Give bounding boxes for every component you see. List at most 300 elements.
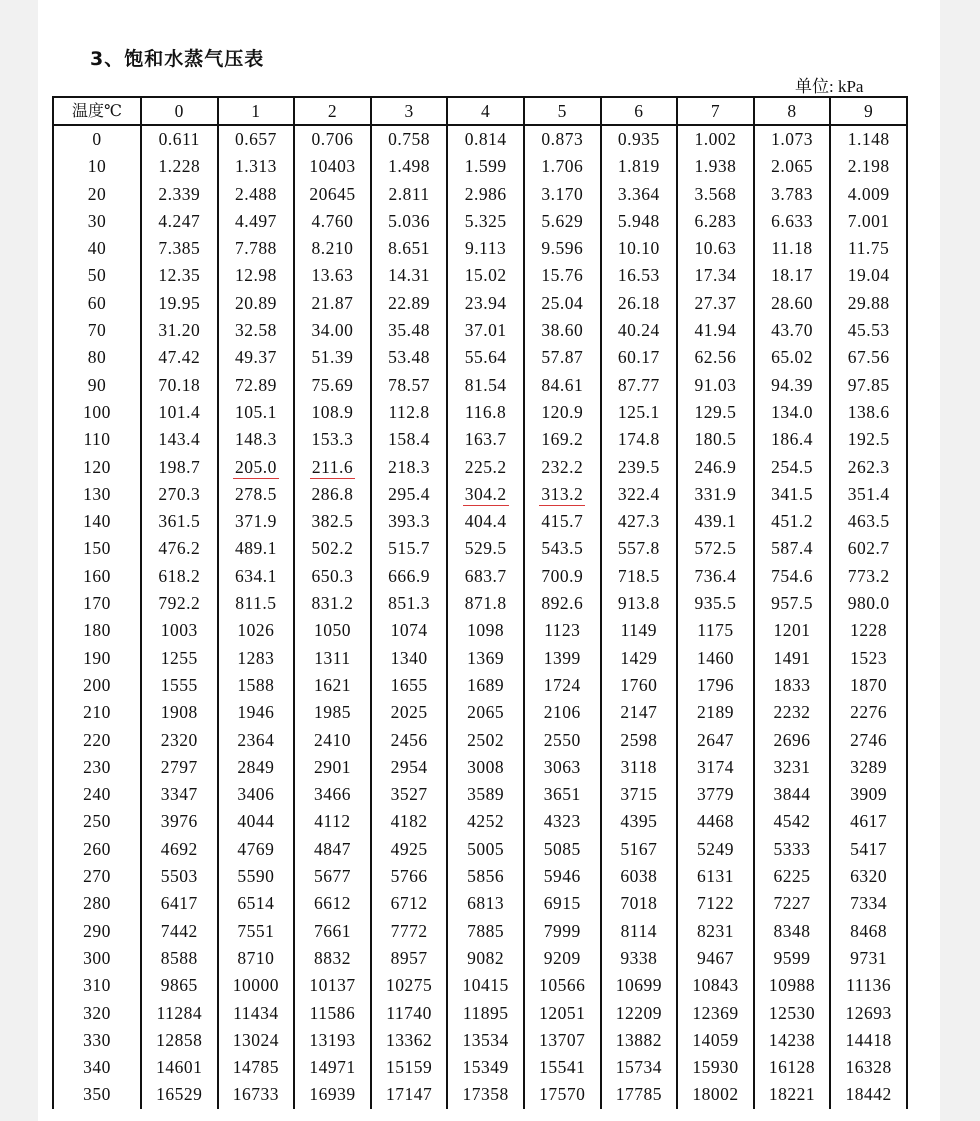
temperature-cell: 230 [53,754,141,781]
unit-label: 单位: kPa [795,77,864,96]
pressure-cell: 13.63 [294,262,371,289]
pressure-cell: 331.9 [677,481,754,508]
pressure-cell: 2598 [601,727,678,754]
pressure-cell: 1.002 [677,125,754,153]
pressure-cell: 557.8 [601,535,678,562]
pressure-cell: 19.04 [830,262,907,289]
pressure-cell: 1074 [371,617,448,644]
pressure-cell: 8.210 [294,235,371,262]
table-row [53,454,907,481]
temperature-cell: 90 [53,372,141,399]
header-col-1: 1 [218,97,295,125]
pressure-cell: 2065 [447,699,524,726]
pressure-cell: 2901 [294,754,371,781]
pressure-cell: 892.6 [524,590,601,617]
pressure-cell: 2.811 [371,181,448,208]
table-row [53,372,907,399]
pressure-cell: 11895 [447,1000,524,1027]
pressure-cell: 718.5 [601,563,678,590]
pressure-cell: 62.56 [677,344,754,371]
pressure-cell: 4112 [294,808,371,835]
table-row [53,945,907,972]
pressure-cell: 12.98 [218,262,295,289]
pressure-cell: 4847 [294,836,371,863]
pressure-cell: 14418 [830,1027,907,1054]
pressure-cell: 10566 [524,972,601,999]
pressure-cell: 286.8 [294,481,371,508]
temperature-cell: 0 [53,125,141,153]
pressure-cell: 683.7 [447,563,524,590]
vapor-pressure-table [52,96,908,1109]
pressure-cell: 143.4 [141,426,218,453]
pressure-cell: 15541 [524,1054,601,1081]
table-row [53,1000,907,1027]
pressure-cell: 11434 [218,1000,295,1027]
pressure-cell: 14059 [677,1027,754,1054]
pressure-cell: 4542 [754,808,831,835]
temperature-cell: 330 [53,1027,141,1054]
pressure-cell: 7.385 [141,235,218,262]
pressure-cell: 1.148 [830,125,907,153]
underlined-value: 313.2 [541,483,584,504]
pressure-cell: 1050 [294,617,371,644]
pressure-cell: 15.76 [524,262,601,289]
temperature-cell: 250 [53,808,141,835]
temperature-cell: 290 [53,918,141,945]
pressure-cell: 451.2 [754,508,831,535]
pressure-cell: 186.4 [754,426,831,453]
pressure-cell: 57.87 [524,344,601,371]
pressure-cell: 49.37 [218,344,295,371]
header-col-7: 7 [677,97,754,125]
pressure-cell: 792.2 [141,590,218,617]
temperature-cell: 160 [53,563,141,590]
table-row [53,699,907,726]
pressure-cell: 11284 [141,1000,218,1027]
pressure-cell: 2746 [830,727,907,754]
pressure-cell: 47.42 [141,344,218,371]
pressure-cell: 12858 [141,1027,218,1054]
temperature-cell: 10 [53,153,141,180]
pressure-cell: 18442 [830,1081,907,1108]
pressure-cell: 10275 [371,972,448,999]
pressure-cell: 1908 [141,699,218,726]
pressure-cell: 1621 [294,672,371,699]
pressure-cell: 5503 [141,863,218,890]
temperature-cell: 240 [53,781,141,808]
table-row [53,262,907,289]
pressure-cell: 351.4 [830,481,907,508]
pressure-cell: 8468 [830,918,907,945]
table-row [53,808,907,835]
pressure-cell: 5417 [830,836,907,863]
pressure-cell: 81.54 [447,372,524,399]
pressure-cell: 6417 [141,890,218,917]
pressure-cell: 174.8 [601,426,678,453]
pressure-cell: 935.5 [677,590,754,617]
pressure-cell: 3651 [524,781,601,808]
pressure-cell: 72.89 [218,372,295,399]
pressure-cell: 3118 [601,754,678,781]
pressure-cell: 192.5 [830,426,907,453]
pressure-cell: 980.0 [830,590,907,617]
pressure-cell: 12051 [524,1000,601,1027]
pressure-cell: 587.4 [754,535,831,562]
pressure-cell: 112.8 [371,399,448,426]
pressure-cell: 831.2 [294,590,371,617]
pressure-cell: 8588 [141,945,218,972]
pressure-cell: 957.5 [754,590,831,617]
table-row [53,1027,907,1054]
pressure-cell: 415.7 [524,508,601,535]
table-row [53,754,907,781]
pressure-cell: 16529 [141,1081,218,1108]
pressure-cell: 2.986 [447,181,524,208]
pressure-cell: 476.2 [141,535,218,562]
pressure-cell: 1399 [524,645,601,672]
pressure-cell: 10415 [447,972,524,999]
pressure-cell: 65.02 [754,344,831,371]
pressure-cell: 700.9 [524,563,601,590]
pressure-cell: 4925 [371,836,448,863]
pressure-cell: 7999 [524,918,601,945]
pressure-cell: 180.5 [677,426,754,453]
pressure-cell: 12693 [830,1000,907,1027]
pressure-cell: 3779 [677,781,754,808]
pressure-cell: 404.4 [447,508,524,535]
pressure-cell: 6712 [371,890,448,917]
pressure-cell: 2.488 [218,181,295,208]
table-header [53,97,907,125]
pressure-cell: 8114 [601,918,678,945]
pressure-cell: 2.198 [830,153,907,180]
table-row [53,1081,907,1108]
pressure-cell: 7885 [447,918,524,945]
pressure-cell: 13193 [294,1027,371,1054]
pressure-cell: 45.53 [830,317,907,344]
pressure-cell: 8957 [371,945,448,972]
pressure-cell: 10000 [218,972,295,999]
pressure-cell: 1175 [677,617,754,644]
pressure-cell: 60.17 [601,344,678,371]
pressure-cell: 1429 [601,645,678,672]
pressure-cell: 7551 [218,918,295,945]
pressure-cell: 138.6 [830,399,907,426]
pressure-cell: 7227 [754,890,831,917]
temperature-cell: 180 [53,617,141,644]
pressure-cell: 4692 [141,836,218,863]
pressure-cell: 1946 [218,699,295,726]
pressure-cell: 1098 [447,617,524,644]
pressure-cell: 529.5 [447,535,524,562]
pressure-cell: 18221 [754,1081,831,1108]
pressure-cell: 7442 [141,918,218,945]
pressure-cell: 3008 [447,754,524,781]
pressure-cell: 1255 [141,645,218,672]
temperature-cell: 320 [53,1000,141,1027]
pressure-cell: 4.247 [141,208,218,235]
pressure-cell: 602.7 [830,535,907,562]
temperature-cell: 40 [53,235,141,262]
table-row [53,645,907,672]
temperature-cell: 200 [53,672,141,699]
pressure-cell: 851.3 [371,590,448,617]
pressure-cell: 169.2 [524,426,601,453]
pressure-cell: 1201 [754,617,831,644]
pressure-cell: 1491 [754,645,831,672]
pressure-cell: 3289 [830,754,907,781]
pressure-cell: 18.17 [754,262,831,289]
pressure-cell: 3231 [754,754,831,781]
pressure-cell: 23.94 [447,290,524,317]
temperature-cell: 70 [53,317,141,344]
table-row [53,508,907,535]
temperature-cell: 210 [53,699,141,726]
pressure-cell: 382.5 [294,508,371,535]
table-row [53,918,907,945]
pressure-cell: 1283 [218,645,295,672]
pressure-cell: 1003 [141,617,218,644]
pressure-cell: 489.1 [218,535,295,562]
pressure-cell: 1760 [601,672,678,699]
temperature-cell: 50 [53,262,141,289]
pressure-cell: 2696 [754,727,831,754]
pressure-cell: 270.3 [141,481,218,508]
header-col-5: 5 [524,97,601,125]
pressure-cell: 2954 [371,754,448,781]
pressure-cell: 5677 [294,863,371,890]
pressure-cell: 2025 [371,699,448,726]
table-row [53,290,907,317]
pressure-cell: 38.60 [524,317,601,344]
table-row [53,153,907,180]
table-row [53,235,907,262]
pressure-cell: 393.3 [371,508,448,535]
pressure-cell: 2502 [447,727,524,754]
pressure-cell: 9082 [447,945,524,972]
temperature-cell: 300 [53,945,141,972]
pressure-cell: 4182 [371,808,448,835]
pressure-cell: 262.3 [830,454,907,481]
pressure-cell: 97.85 [830,372,907,399]
pressure-cell: 31.20 [141,317,218,344]
pressure-cell: 9338 [601,945,678,972]
pressure-cell: 3909 [830,781,907,808]
pressure-cell: 0.657 [218,125,295,153]
pressure-cell: 20.89 [218,290,295,317]
pressure-cell: 1026 [218,617,295,644]
pressure-cell: 19.95 [141,290,218,317]
pressure-cell: 32.58 [218,317,295,344]
pressure-cell: 9209 [524,945,601,972]
pressure-cell: 15930 [677,1054,754,1081]
pressure-cell: 116.8 [447,399,524,426]
pressure-cell: 120.9 [524,399,601,426]
pressure-cell: 14971 [294,1054,371,1081]
pressure-cell: 1588 [218,672,295,699]
pressure-cell: 13362 [371,1027,448,1054]
pressure-cell: 543.5 [524,535,601,562]
pressure-cell: 913.8 [601,590,678,617]
pressure-cell: 502.2 [294,535,371,562]
pressure-cell: 14601 [141,1054,218,1081]
table-row [53,890,907,917]
pressure-cell: 13024 [218,1027,295,1054]
pressure-cell: 12530 [754,1000,831,1027]
pressure-cell: 322.4 [601,481,678,508]
table-row [53,590,907,617]
pressure-cell: 14.31 [371,262,448,289]
pressure-cell: 515.7 [371,535,448,562]
pressure-cell: 10988 [754,972,831,999]
header-col-0: 0 [141,97,218,125]
pressure-cell: 163.7 [447,426,524,453]
pressure-cell: 198.7 [141,454,218,481]
pressure-cell: 7661 [294,918,371,945]
pressure-cell: 1724 [524,672,601,699]
pressure-cell: 87.77 [601,372,678,399]
pressure-cell: 8348 [754,918,831,945]
pressure-cell: 618.2 [141,563,218,590]
pressure-cell: 17358 [447,1081,524,1108]
pressure-cell: 55.64 [447,344,524,371]
pressure-cell: 5766 [371,863,448,890]
header-col-8: 8 [754,97,831,125]
table-row [53,535,907,562]
pressure-cell: 341.5 [754,481,831,508]
pressure-cell: 1.498 [371,153,448,180]
pressure-cell: 25.04 [524,290,601,317]
pressure-cell: 29.88 [830,290,907,317]
pressure-cell: 439.1 [677,508,754,535]
pressure-cell: 2106 [524,699,601,726]
pressure-cell: 736.4 [677,563,754,590]
table-row [53,317,907,344]
pressure-cell: 2410 [294,727,371,754]
pressure-cell: 572.5 [677,535,754,562]
pressure-cell: 8.651 [371,235,448,262]
pressure-cell: 1833 [754,672,831,699]
underlined-value: 304.2 [464,483,507,504]
pressure-cell: 773.2 [830,563,907,590]
pressure-cell: 232.2 [524,454,601,481]
pressure-cell: 10699 [601,972,678,999]
pressure-cell: 5167 [601,836,678,863]
pressure-cell: 2797 [141,754,218,781]
pressure-cell: 43.70 [754,317,831,344]
pressure-cell: 1.599 [447,153,524,180]
pressure-cell: 7018 [601,890,678,917]
temperature-cell: 140 [53,508,141,535]
pressure-cell: 4395 [601,808,678,835]
pressure-cell: 6038 [601,863,678,890]
pressure-cell: 2456 [371,727,448,754]
pressure-cell: 2.339 [141,181,218,208]
pressure-cell: 10137 [294,972,371,999]
pressure-cell: 4769 [218,836,295,863]
pressure-cell: 650.3 [294,563,371,590]
temperature-cell: 270 [53,863,141,890]
temperature-cell: 310 [53,972,141,999]
pressure-cell: 1228 [830,617,907,644]
pressure-cell: 1.313 [218,153,295,180]
pressure-cell: 4468 [677,808,754,835]
pressure-cell: 1796 [677,672,754,699]
pressure-cell: 1.706 [524,153,601,180]
temperature-cell: 350 [53,1081,141,1108]
pressure-cell: 16128 [754,1054,831,1081]
temperature-cell: 20 [53,181,141,208]
pressure-cell: 129.5 [677,399,754,426]
table-row [53,727,907,754]
pressure-cell: 1311 [294,645,371,672]
pressure-cell: 3715 [601,781,678,808]
table-row [53,563,907,590]
pressure-cell: 5946 [524,863,601,890]
table-row [53,836,907,863]
table-row [53,181,907,208]
pressure-cell: 16733 [218,1081,295,1108]
pressure-cell: 11136 [830,972,907,999]
pressure-cell: 1340 [371,645,448,672]
pressure-cell: 70.18 [141,372,218,399]
pressure-cell: 3.568 [677,181,754,208]
pressure-cell: 78.57 [371,372,448,399]
pressure-cell-underlined [218,454,295,481]
pressure-cell-underlined [524,481,601,508]
temperature-cell: 120 [53,454,141,481]
pressure-cell: 13707 [524,1027,601,1054]
pressure-cell: 3347 [141,781,218,808]
pressure-cell: 9.113 [447,235,524,262]
right-margin [940,0,980,1121]
pressure-cell: 3589 [447,781,524,808]
pressure-cell: 1985 [294,699,371,726]
pressure-cell: 3.170 [524,181,601,208]
pressure-cell: 225.2 [447,454,524,481]
pressure-cell: 12.35 [141,262,218,289]
pressure-cell: 361.5 [141,508,218,535]
pressure-cell: 4252 [447,808,524,835]
pressure-cell: 8231 [677,918,754,945]
pressure-cell: 51.39 [294,344,371,371]
pressure-cell: 11.18 [754,235,831,262]
pressure-cell: 2147 [601,699,678,726]
pressure-cell: 16.53 [601,262,678,289]
pressure-cell: 9467 [677,945,754,972]
pressure-cell: 3063 [524,754,601,781]
pressure-cell: 35.48 [371,317,448,344]
pressure-cell: 5856 [447,863,524,890]
pressure-cell: 134.0 [754,399,831,426]
pressure-cell: 2320 [141,727,218,754]
header-col-6: 6 [601,97,678,125]
pressure-cell: 0.706 [294,125,371,153]
pressure-cell: 13534 [447,1027,524,1054]
pressure-cell: 158.4 [371,426,448,453]
pressure-cell: 16328 [830,1054,907,1081]
pressure-cell: 3174 [677,754,754,781]
pressure-cell: 7122 [677,890,754,917]
pressure-cell: 7772 [371,918,448,945]
pressure-cell: 1.228 [141,153,218,180]
pressure-cell: 1123 [524,617,601,644]
pressure-cell: 10.63 [677,235,754,262]
temperature-cell: 80 [53,344,141,371]
pressure-cell: 15734 [601,1054,678,1081]
header-row [53,97,907,125]
pressure-cell: 1149 [601,617,678,644]
